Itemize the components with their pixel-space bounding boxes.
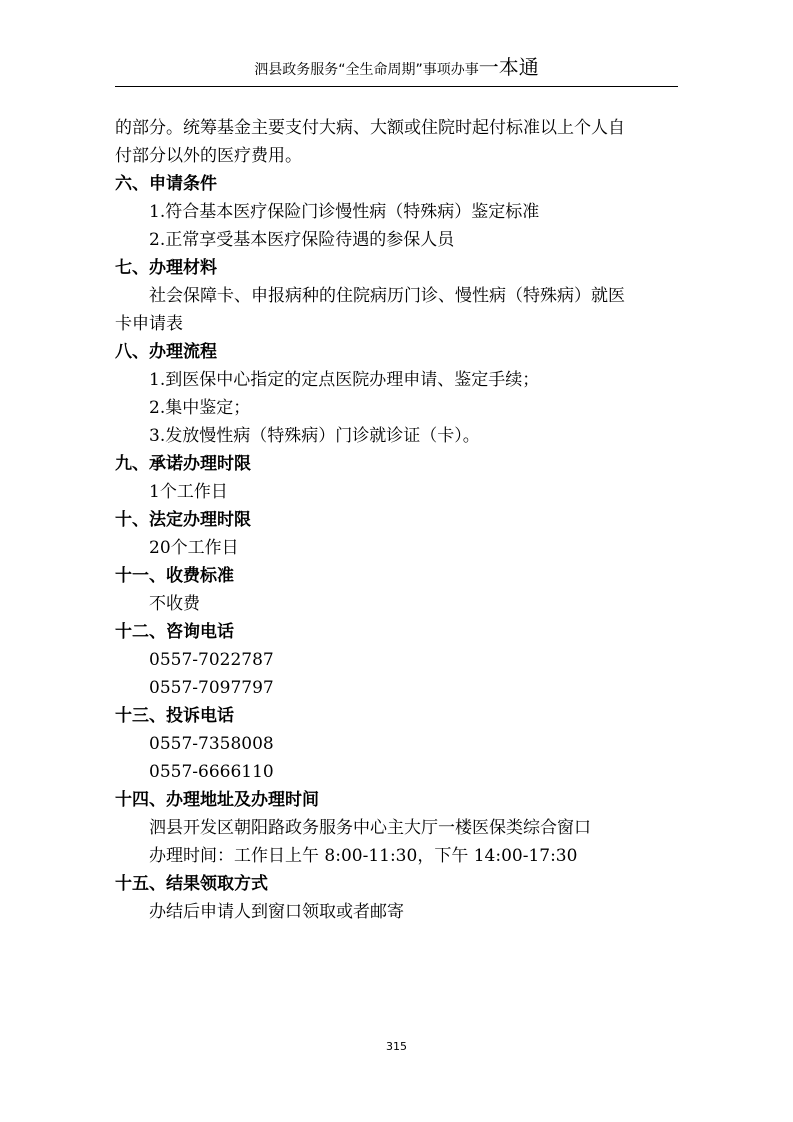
header-title-emphasis: 一本通 [478, 55, 539, 79]
section-heading-application-conditions: 六、申请条件 [115, 174, 217, 194]
legal-time-limit-value: 20个工作日 [149, 538, 239, 558]
section-heading-legal-time-limit: 十、法定办理时限 [115, 510, 251, 530]
section-heading-required-materials: 七、办理材料 [115, 258, 217, 278]
promised-time-limit-value: 1个工作日 [149, 482, 228, 502]
section-heading-fee-standard: 十一、收费标准 [115, 566, 234, 586]
process-step-1: 1.到医保中心指定的定点医院办理申请、鉴定手续； [149, 370, 540, 390]
header-divider [115, 86, 678, 87]
page-number: 315 [386, 1040, 407, 1053]
header-title: 泗县政务服务“全生命周期”事项办事 [254, 62, 479, 78]
intro-line-2: 付部分以外的医疗费用。 [115, 146, 302, 166]
intro-line-1: 的部分。统筹基金主要支付大病、大额或住院时起付标准以上个人自 [115, 118, 625, 138]
inquiry-phone-1: 0557-7022787 [149, 650, 274, 670]
materials-line-2: 卡申请表 [115, 314, 183, 334]
page-header [0, 56, 793, 81]
section-heading-address-and-hours: 十四、办理地址及办理时间 [115, 790, 319, 810]
section-heading-promised-time-limit: 九、承诺办理时限 [115, 454, 251, 474]
condition-item-1: 1.符合基本医疗保险门诊慢性病（特殊病）鉴定标准 [149, 202, 540, 222]
inquiry-phone-2: 0557-7097797 [149, 678, 274, 698]
document-body [115, 114, 685, 926]
office-hours: 办理时间：工作日上午 8:00-11:30，下午 14:00-17:30 [149, 846, 578, 866]
section-heading-process: 八、办理流程 [115, 342, 217, 362]
complaint-phone-1: 0557-7358008 [149, 734, 274, 754]
fee-standard-value: 不收费 [149, 594, 200, 614]
complaint-phone-2: 0557-6666110 [149, 762, 274, 782]
result-collection-value: 办结后申请人到窗口领取或者邮寄 [149, 902, 404, 922]
materials-line-1: 社会保障卡、申报病种的住院病历门诊、慢性病（特殊病）就医 [149, 286, 625, 306]
condition-item-2: 2.正常享受基本医疗保险待遇的参保人员 [149, 230, 455, 250]
office-address: 泗县开发区朝阳路政务服务中心主大厅一楼医保类综合窗口 [149, 818, 591, 838]
section-heading-complaint-phone: 十三、投诉电话 [115, 706, 234, 726]
process-step-2: 2.集中鉴定； [149, 398, 251, 418]
section-heading-result-collection: 十五、结果领取方式 [115, 874, 268, 894]
process-step-3: 3.发放慢性病（特殊病）门诊就诊证（卡）。 [149, 426, 480, 446]
section-heading-inquiry-phone: 十二、咨询电话 [115, 622, 234, 642]
